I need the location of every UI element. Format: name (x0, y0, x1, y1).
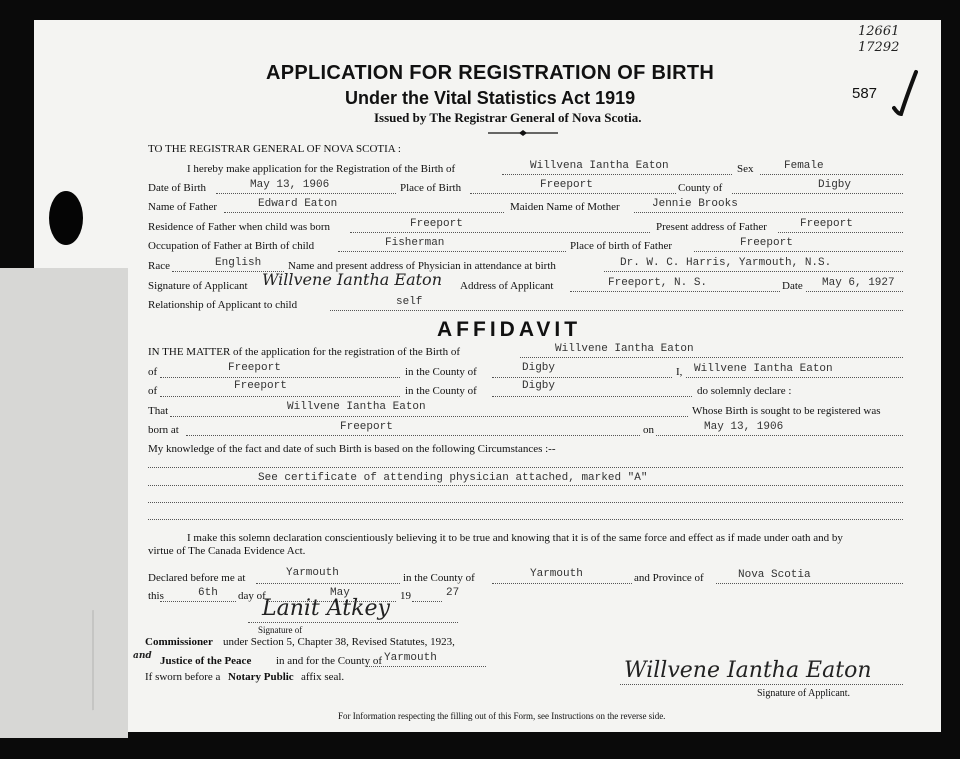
jp-county: Yarmouth (384, 652, 437, 664)
corner-number-1: 12661 (858, 24, 900, 39)
aff-on-value: May 13, 1906 (704, 421, 784, 433)
aff-I: I, (676, 366, 683, 378)
aff-that-value: Willvene Iantha Eaton (287, 401, 426, 413)
label-mother: Maiden Name of Mother (510, 201, 620, 213)
page-number: 587 (852, 85, 878, 102)
label-county: County of (678, 182, 723, 194)
aff-month: May (330, 587, 350, 599)
applicant-signature-top: Willvene Iantha Eaton (262, 270, 442, 289)
aff-in-county-1: in the County of (405, 366, 477, 378)
label-pob: Place of Birth (400, 182, 462, 194)
sex-value: Female (784, 160, 824, 172)
dob-value: May 13, 1906 (250, 179, 330, 191)
label-sex: Sex (737, 163, 754, 175)
aff-of-1: of (148, 366, 158, 378)
document-page (34, 20, 941, 732)
notary-public: Notary Public (228, 671, 294, 683)
aff-name-1: Willvene Iantha Eaton (694, 363, 833, 375)
notary-label: If sworn before a (145, 671, 221, 683)
underlying-page (0, 268, 128, 738)
aff-circumstances: See certificate of attending physician attached, marked "A" (258, 472, 648, 484)
aff-county-1: Digby (522, 362, 556, 374)
label-occ-father: Occupation of Father at Birth of child (148, 240, 315, 252)
aff-declare-1: I make this solemn declaration conscientiously believing it to be true and knowing that it is of the same force and effect as if made under oath and by (187, 532, 843, 544)
corner-number-2: 17292 (858, 40, 900, 55)
signature-of-label: Signature of (258, 625, 303, 635)
commissioner-signature: Lanit Atkey (262, 596, 390, 621)
issuer-line: Issued by The Registrar General of Nova Scotia. (374, 110, 642, 125)
aff-knowledge: My knowledge of the fact and date of such Birth is based on the following Circumstances :-- (148, 443, 556, 455)
label-intro: I hereby make application for the Registration of the Birth of (187, 163, 456, 175)
label-sig-applicant: Signature of Applicant (148, 280, 248, 292)
aff-year: 27 (446, 587, 460, 599)
aff-place-1: Freeport (228, 362, 281, 374)
footer-note: For Information respecting the filling out of this Form, see Instructions on the reverse side. (338, 711, 666, 721)
aff-day-num: 6th (198, 587, 218, 599)
aff-place-2: Freeport (234, 380, 287, 392)
notary-rest: affix seal. (301, 671, 345, 683)
signature-applicant-label: Signature of Applicant. (757, 688, 851, 699)
county-value: Digby (818, 179, 852, 191)
aff-line1: IN THE MATTER of the application for the registration of the Birth of (148, 346, 461, 358)
affidavit-heading: AFFIDAVIT (437, 318, 582, 341)
pob-father-value: Freeport (740, 237, 793, 249)
race-value: English (215, 257, 262, 269)
check-mark-icon (892, 68, 918, 116)
form-subtitle: Under the Vital Statistics Act 1919 (345, 88, 636, 108)
occ-father-value: Fisherman (385, 237, 445, 249)
date-value: May 6, 1927 (822, 277, 895, 289)
aff-province-of: and Province of (634, 572, 704, 584)
commissioner-label: Commissioner (145, 636, 213, 648)
aff-this: this (148, 590, 164, 602)
label-father: Name of Father (148, 201, 218, 213)
aff-year-prefix: 19 (400, 590, 411, 602)
label-addr-applicant: Address of Applicant (460, 280, 554, 292)
label-dob: Date of Birth (148, 182, 207, 194)
aff-born-value: Freeport (340, 421, 393, 433)
aff-declared-county: Yarmouth (530, 568, 583, 580)
label-race: Race (148, 260, 170, 272)
aff-in-county-2: in the County of (405, 385, 477, 397)
label-physician: Name and present address of Physician in attendance at birth (288, 260, 556, 272)
aff-whose: Whose Birth is sought to be registered was (692, 405, 881, 417)
commissioner-rest: under Section 5, Chapter 38, Revised Statutes, 1923, (223, 636, 455, 648)
aff-born-at: born at (148, 424, 179, 436)
res-father-value: Freeport (410, 218, 463, 230)
aff-province: Nova Scotia (738, 569, 811, 581)
label-relationship: Relationship of Applicant to child (148, 299, 298, 311)
aff-in-county-3: in the County of (403, 572, 475, 584)
jp-rest: in and for the County of (276, 655, 383, 667)
label-date: Date (782, 280, 803, 292)
physician-value: Dr. W. C. Harris, Yarmouth, N.S. (620, 257, 832, 269)
aff-declare-2: virtue of The Canada Evidence Act. (148, 545, 306, 557)
aff-of-2: of (148, 385, 158, 397)
aff-solemnly: do solemnly declare : (697, 385, 792, 397)
aff-line1-value: Willvene Iantha Eaton (555, 343, 694, 355)
applicant-signature-bottom: Willvene Iantha Eaton (624, 658, 872, 683)
aff-day-of: day of (238, 590, 266, 602)
label-res-father: Residence of Father when child was born (148, 221, 331, 233)
label-present-father: Present address of Father (656, 221, 767, 233)
child-name: Willvena Iantha Eaton (530, 160, 669, 172)
aff-declared-place: Yarmouth (286, 567, 339, 579)
label-pob-father: Place of birth of Father (570, 240, 673, 252)
pob-value: Freeport (540, 179, 593, 191)
relationship-value: self (396, 296, 423, 308)
ornament-icon (488, 130, 558, 136)
and-handwritten: and (133, 651, 152, 661)
aff-declared-before: Declared before me at (148, 572, 246, 584)
jp-label: Justice of the Peace (160, 655, 252, 667)
mother-value: Jennie Brooks (652, 198, 738, 210)
addr-applicant-value: Freeport, N. S. (608, 277, 708, 289)
form-title: APPLICATION FOR REGISTRATION OF BIRTH (266, 62, 715, 84)
father-value: Edward Eaton (258, 198, 338, 210)
punch-hole (49, 191, 83, 245)
aff-county-2: Digby (522, 380, 556, 392)
present-father-value: Freeport (800, 218, 853, 230)
to-registrar: TO THE REGISTRAR GENERAL OF NOVA SCOTIA : (148, 143, 401, 155)
aff-that: That (148, 405, 169, 417)
aff-on: on (643, 424, 654, 436)
